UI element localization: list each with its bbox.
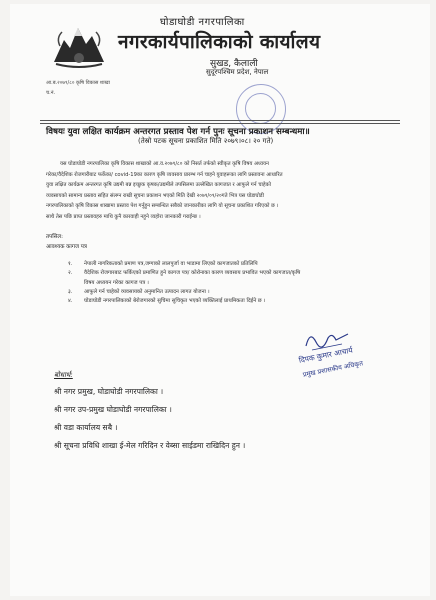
- cc-item: श्री सूचना प्रविधि शाखा ई-मेल गरिदिन र वेब्सा साईडमा राखिदिन हुन ।: [54, 441, 246, 450]
- document-page: [10, 4, 430, 596]
- required-documents-list: [68, 260, 398, 306]
- body-line: नगरपालिकाको कृषि विकास शाखामा प्रस्ताव पेश गर्नुहुन सम्बन्धित सबैको जानकारीका लागि यो सूचना प्रकाशित गरिएको छ ।: [46, 203, 279, 209]
- body-line: व्यवसायको सामान्य प्रस्ताव सहित संलग्न राखी सूचना प्रकाशन भएको मिति देखी २०७९/०९/२०गते भित्र यस घोडाघोडी: [46, 192, 264, 199]
- list-item-text: घोडाघोडी नगरपालिकाको बेरोजगारको सुचिमा सुचिकृत भएको व्यक्तिलाई प्राथमिकता दिईने छ ।: [84, 298, 266, 305]
- signatory-title: प्रमुख प्रशासकीय अधिकृत: [302, 359, 364, 379]
- list-item: [68, 279, 398, 288]
- letter-number: आ.ब.२०७९/८० कृषि विकास शाखा: [46, 80, 110, 86]
- subject-title: विषयः युवा लक्षित कार्यक्रम अन्तरगत प्रस्ताव पेश गर्न पुनः सूचना प्रकाशन सम्बन्धमा॥: [46, 127, 310, 137]
- list-item-number: २.: [68, 270, 73, 277]
- nepal-emblem-icon: [50, 18, 108, 70]
- body-line: युवा लक्षित कार्यक्रम अन्तरगत कृषि उद्यमी बन्न इच्छुक कृषक/उद्यमीले तपसिलमा उल्लेखित कागजात र आफुले गर्न चाहेको: [46, 182, 271, 188]
- list-item: [68, 269, 398, 278]
- body-line: साथै तेस पछि प्राप्त प्रस्तावहरु माथि कुनै कारवाही नहुने व्यहोरा जानकारी गराईन्छ ।: [46, 213, 201, 220]
- enclosure-sublabel: आवश्यक कागज पत्र: [46, 244, 87, 250]
- list-item-text: आफुले गर्न चाहेको व्यवसायको अनुमानित उत्पादन लागत योजना ।: [84, 288, 210, 295]
- list-item-number: [68, 279, 84, 288]
- divider-top: [40, 120, 400, 121]
- list-item: [68, 260, 398, 269]
- list-item-text: वैदेशिक रोजगारबाट फर्किएको प्रमाणित हुने कागज पत्र/ कोरोनाका कारण व्यवसाय प्रभावित भएको कागजात/कृषि: [84, 270, 301, 277]
- list-item-number: ४.: [68, 298, 73, 305]
- list-item-text: विषय अध्ययन गरेका कागज पत्र ।: [84, 279, 149, 286]
- municipality-name: घोडाघोडी नगरपालिका: [160, 17, 245, 28]
- body-line: गरेका/वैदेशिक रोजगारीबाट फर्केका/ covid-19का कारण कृषि व्यवसाय प्रारम्भ गर्न चाहने युवाहरूका लागि प्रस्तावना आधारित: [46, 171, 283, 178]
- list-item: [68, 297, 398, 306]
- cc-label: बोधार्थ:: [54, 371, 73, 379]
- list-item-number: १.: [68, 261, 73, 267]
- body-line: यस घोडाघोडी नगरपालिका कृषि विकास शाखाको आ.व.२०७९/८० को निसर्त तर्फको स्वीकृत कृषि विषय अध्ययन: [60, 161, 269, 167]
- office-province: सुदूरपश्चिम प्रदेश, नेपाल: [206, 68, 269, 76]
- cc-item: श्री नगर प्रमुख, घोडाघोडी नगरपालिका ।: [54, 387, 164, 396]
- office-place: सुखड, कैलाली: [210, 59, 258, 69]
- subject-subtitle: (तेस्रो पटक सूचना प्रकाशित मिति २०७९।०८। २० गते): [138, 137, 274, 145]
- signatory-name: दिपक कुमार आचार्य: [298, 345, 354, 365]
- list-item: [68, 288, 398, 297]
- enclosure-label: तपसिल:: [46, 234, 63, 240]
- office-title: नगरकार्यपालिकाको कार्यालय: [118, 31, 321, 53]
- body-paragraph: [46, 159, 406, 222]
- cc-item: श्री वडा कार्यालय सबै ।: [54, 423, 118, 432]
- divider-top-second: [40, 123, 400, 124]
- dispatch-number: च.नं.: [46, 90, 56, 96]
- list-item-number: ३.: [68, 288, 73, 295]
- list-item-text: नेपाली नागरिकताको प्रमाण पत्र,जग्गाको लालपुर्जा वा भाडामा लिएको कागजातको प्रतिलिपि: [84, 261, 258, 267]
- cc-item: श्री नगर उप-प्रमुख घोडाघोडी नगरपालिका ।: [54, 405, 172, 414]
